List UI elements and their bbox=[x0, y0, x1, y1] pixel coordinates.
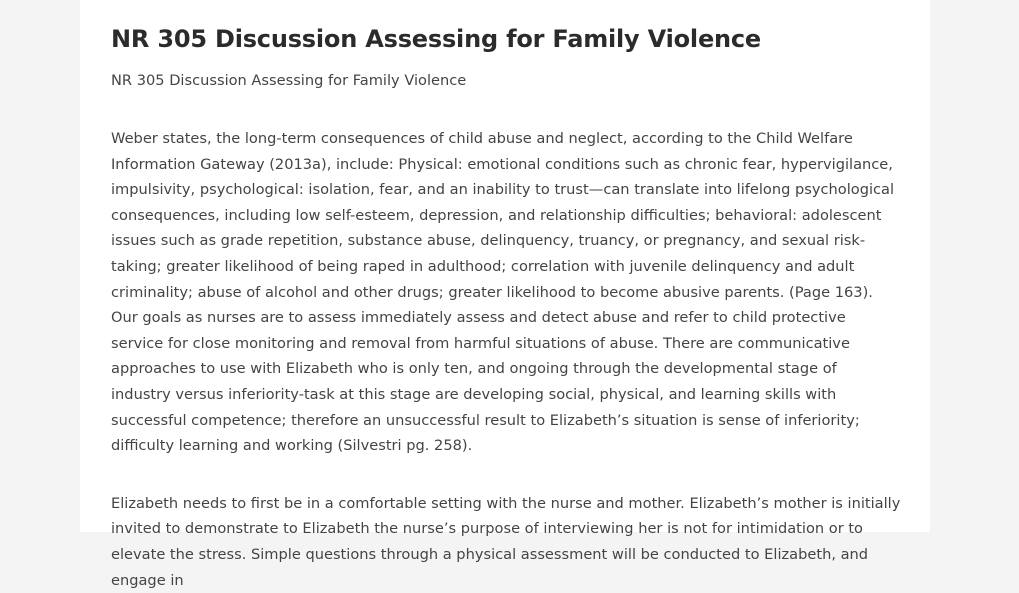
paragraph: Weber states, the long-term consequences of child abuse and neglect, according to the Child Welfare Information Gateway (2013a), include: Physical: emotional conditions such as chronic fear, hypervigilance, impulsivity, psychological: isolation, fear, and an inability to trust—can translate into lifelong psychological consequences, including low self-esteem, depression, and relationship difficulties; behavioral: adolescent issues such as grade repetition, substance abuse, delinquency, truancy, or pregnancy, and sexual risk-taking; greater likelihood of being raped in adulthood; correlation with juvenile delinquency and adult criminality; abuse of alcohol and other drugs; greater likelihood to become abusive parents. (Page 163). Our goals as nurses are to assess immediately assess and detect abuse and refer to child protective service for close monitoring and removal from harmful situations of abuse. There are communicative approaches to use with Elizabeth who is only ten, and ongoing through the developmental stage of industry versus inferiority-task at this stage are developing social, physical, and learning skills with successful competence; therefore an unsuccessful result to Elizabeth’s situation is sense of inferiority; difficulty learning and working (Silvestri pg. 258). bbox=[111, 130, 895, 455]
article-content bbox=[111, 22, 901, 593]
article-card bbox=[80, 0, 930, 589]
paragraph: Elizabeth needs to first be in a comfortable setting with the nurse and mother. Elizabeth’s mother is initially invited to demonstrate to Elizabeth the nurse’s purpose of interviewing her is not for intimidation or to elevate the stress. Simple questions through a physical assessment will be conducted to Elizabeth, and engage in bbox=[111, 494, 901, 589]
article-subtitle: NR 305 Discussion Assessing for Family Violence bbox=[111, 72, 467, 89]
page-title: NR 305 Discussion Assessing for Family Violence bbox=[111, 25, 762, 53]
